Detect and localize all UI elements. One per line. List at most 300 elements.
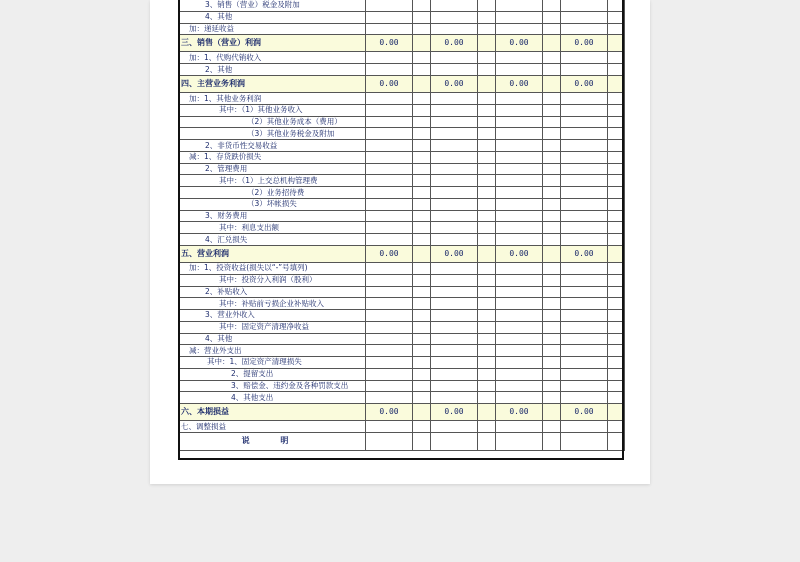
value-cell[interactable] [561, 380, 608, 392]
value-cell[interactable] [366, 286, 413, 298]
spacer-cell[interactable] [413, 140, 431, 152]
row-label[interactable]: 五、营业利润 [179, 245, 366, 262]
value-cell[interactable] [366, 222, 413, 234]
spacer-cell[interactable] [543, 263, 561, 275]
value-cell[interactable] [366, 0, 413, 11]
value-cell[interactable] [366, 104, 413, 116]
value-cell[interactable]: 0.00 [561, 245, 608, 262]
row-label[interactable]: 3、赔偿金、违约金及各种罚款支出 [179, 380, 366, 392]
value-cell[interactable] [431, 286, 478, 298]
value-cell[interactable] [366, 421, 413, 433]
value-cell[interactable] [366, 11, 413, 23]
value-cell[interactable] [431, 11, 478, 23]
spacer-cell[interactable] [413, 380, 431, 392]
row-label[interactable]: 其中：固定资产清理净收益 [179, 321, 366, 333]
value-cell[interactable] [561, 433, 608, 451]
spacer-cell[interactable] [608, 286, 625, 298]
spacer-cell[interactable] [608, 104, 625, 116]
value-cell[interactable] [561, 0, 608, 11]
value-cell[interactable] [496, 198, 543, 210]
spacer-cell[interactable] [413, 368, 431, 380]
value-cell[interactable] [561, 163, 608, 175]
spacer-cell[interactable] [543, 0, 561, 11]
spacer-cell[interactable] [543, 310, 561, 322]
row-label[interactable]: 4、其他支出 [179, 392, 366, 404]
spacer-cell[interactable] [543, 345, 561, 357]
value-cell[interactable] [496, 93, 543, 105]
value-cell[interactable] [366, 433, 413, 451]
spacer-cell[interactable] [413, 321, 431, 333]
value-cell[interactable] [366, 210, 413, 222]
spacer-cell[interactable] [608, 75, 625, 92]
value-cell[interactable]: 0.00 [496, 404, 543, 421]
spacer-cell[interactable] [413, 187, 431, 199]
spacer-cell[interactable] [543, 64, 561, 76]
value-cell[interactable] [431, 357, 478, 369]
spacer-cell[interactable] [413, 116, 431, 128]
value-cell[interactable] [496, 116, 543, 128]
spacer-cell[interactable] [543, 11, 561, 23]
row-label[interactable]: 2、非货币性交易收益 [179, 140, 366, 152]
spacer-cell[interactable] [543, 357, 561, 369]
value-cell[interactable]: 0.00 [561, 75, 608, 92]
value-cell[interactable] [561, 345, 608, 357]
spacer-cell[interactable] [478, 321, 496, 333]
value-cell[interactable] [431, 0, 478, 11]
row-label[interactable]: 其中：补贴前亏损企业补贴收入 [179, 298, 366, 310]
row-label[interactable]: 3、销售（营业）税金及附加 [179, 0, 366, 11]
spacer-cell[interactable] [413, 245, 431, 262]
spacer-cell[interactable] [478, 187, 496, 199]
value-cell[interactable] [561, 298, 608, 310]
spacer-cell[interactable] [413, 286, 431, 298]
row-label[interactable]: 四、主营业务利润 [179, 75, 366, 92]
spacer-cell[interactable] [543, 333, 561, 345]
value-cell[interactable] [496, 392, 543, 404]
value-cell[interactable] [496, 128, 543, 140]
spacer-cell[interactable] [413, 404, 431, 421]
spacer-cell[interactable] [478, 210, 496, 222]
spacer-cell[interactable] [543, 274, 561, 286]
spacer-cell[interactable] [478, 404, 496, 421]
spacer-cell[interactable] [543, 140, 561, 152]
spacer-cell[interactable] [543, 128, 561, 140]
spacer-cell[interactable] [478, 421, 496, 433]
spacer-cell[interactable] [608, 404, 625, 421]
spacer-cell[interactable] [608, 0, 625, 11]
value-cell[interactable] [366, 321, 413, 333]
value-cell[interactable] [366, 23, 413, 35]
value-cell[interactable] [496, 23, 543, 35]
value-cell[interactable] [561, 333, 608, 345]
spacer-cell[interactable] [608, 151, 625, 163]
value-cell[interactable] [561, 198, 608, 210]
spacer-cell[interactable] [478, 198, 496, 210]
spacer-cell[interactable] [543, 187, 561, 199]
spacer-cell[interactable] [543, 321, 561, 333]
spacer-cell[interactable] [413, 222, 431, 234]
row-label[interactable]: 其中：（1）上交总机构管理费 [179, 175, 366, 187]
spacer-cell[interactable] [608, 11, 625, 23]
value-cell[interactable] [496, 64, 543, 76]
spacer-cell[interactable] [543, 234, 561, 246]
spacer-cell[interactable] [413, 210, 431, 222]
spacer-cell[interactable] [413, 234, 431, 246]
value-cell[interactable] [431, 263, 478, 275]
spacer-cell[interactable] [413, 0, 431, 11]
spacer-cell[interactable] [608, 263, 625, 275]
value-cell[interactable] [431, 368, 478, 380]
spacer-cell[interactable] [608, 187, 625, 199]
value-cell[interactable] [366, 198, 413, 210]
spacer-cell[interactable] [478, 263, 496, 275]
value-cell[interactable] [366, 175, 413, 187]
spacer-cell[interactable] [543, 52, 561, 64]
spacer-cell[interactable] [608, 163, 625, 175]
spacer-cell[interactable] [608, 380, 625, 392]
spacer-cell[interactable] [608, 116, 625, 128]
row-label[interactable]: 加：1、代购代销收入 [179, 52, 366, 64]
spacer-cell[interactable] [608, 175, 625, 187]
spacer-cell[interactable] [543, 175, 561, 187]
value-cell[interactable] [496, 104, 543, 116]
spacer-cell[interactable] [608, 210, 625, 222]
value-cell[interactable] [496, 210, 543, 222]
value-cell[interactable] [431, 64, 478, 76]
spacer-cell[interactable] [478, 52, 496, 64]
value-cell[interactable] [431, 380, 478, 392]
spacer-cell[interactable] [413, 23, 431, 35]
value-cell[interactable] [366, 163, 413, 175]
spacer-cell[interactable] [543, 35, 561, 52]
spacer-cell[interactable] [543, 116, 561, 128]
value-cell[interactable] [366, 380, 413, 392]
row-label[interactable]: 加：1、其他业务利润 [179, 93, 366, 105]
value-cell[interactable]: 0.00 [431, 404, 478, 421]
value-cell[interactable] [496, 163, 543, 175]
spacer-cell[interactable] [478, 104, 496, 116]
value-cell[interactable] [496, 0, 543, 11]
value-cell[interactable] [366, 151, 413, 163]
spacer-cell[interactable] [608, 23, 625, 35]
spacer-cell[interactable] [608, 234, 625, 246]
value-cell[interactable] [366, 64, 413, 76]
value-cell[interactable] [431, 234, 478, 246]
row-label[interactable]: （2）业务招待费 [179, 187, 366, 199]
spacer-cell[interactable] [608, 310, 625, 322]
value-cell[interactable] [366, 368, 413, 380]
spacer-cell[interactable] [478, 64, 496, 76]
value-cell[interactable]: 0.00 [431, 75, 478, 92]
spacer-cell[interactable] [543, 392, 561, 404]
value-cell[interactable] [561, 104, 608, 116]
spacer-cell[interactable] [608, 64, 625, 76]
value-cell[interactable] [366, 298, 413, 310]
value-cell[interactable] [366, 116, 413, 128]
spacer-cell[interactable] [608, 345, 625, 357]
spacer-cell[interactable] [543, 93, 561, 105]
spacer-cell[interactable] [413, 93, 431, 105]
spacer-cell[interactable] [543, 210, 561, 222]
row-label[interactable]: 其中：利息支出额 [179, 222, 366, 234]
value-cell[interactable] [496, 151, 543, 163]
spacer-cell[interactable] [608, 274, 625, 286]
spacer-cell[interactable] [608, 128, 625, 140]
value-cell[interactable] [561, 128, 608, 140]
value-cell[interactable] [431, 140, 478, 152]
spacer-cell[interactable] [478, 0, 496, 11]
spacer-cell[interactable] [478, 345, 496, 357]
row-label[interactable]: 减：营业外支出 [179, 345, 366, 357]
spacer-cell[interactable] [608, 321, 625, 333]
spacer-cell[interactable] [478, 11, 496, 23]
spacer-cell[interactable] [413, 345, 431, 357]
value-cell[interactable] [431, 52, 478, 64]
value-cell[interactable]: 0.00 [496, 35, 543, 52]
row-label[interactable]: 其中：（1）其他业务收入 [179, 104, 366, 116]
value-cell[interactable] [366, 93, 413, 105]
spacer-cell[interactable] [608, 140, 625, 152]
row-label[interactable]: 2、管理费用 [179, 163, 366, 175]
value-cell[interactable] [431, 310, 478, 322]
spacer-cell[interactable] [478, 333, 496, 345]
row-label[interactable]: 其中：1、固定资产清理损失 [179, 357, 366, 369]
spacer-cell[interactable] [478, 175, 496, 187]
value-cell[interactable] [496, 222, 543, 234]
value-cell[interactable] [496, 345, 543, 357]
value-cell[interactable] [561, 64, 608, 76]
value-cell[interactable] [496, 52, 543, 64]
spacer-cell[interactable] [478, 286, 496, 298]
row-label[interactable]: 2、其他 [179, 64, 366, 76]
row-label[interactable]: 4、汇兑损失 [179, 234, 366, 246]
spacer-cell[interactable] [608, 52, 625, 64]
value-cell[interactable] [431, 345, 478, 357]
value-cell[interactable] [561, 52, 608, 64]
spacer-cell[interactable] [478, 93, 496, 105]
spacer-cell[interactable] [413, 52, 431, 64]
value-cell[interactable] [431, 175, 478, 187]
value-cell[interactable] [496, 187, 543, 199]
row-label[interactable]: （3）其他业务税金及附加 [179, 128, 366, 140]
value-cell[interactable] [366, 128, 413, 140]
row-label[interactable]: 七、调整损益 [179, 421, 366, 433]
value-cell[interactable] [496, 310, 543, 322]
spacer-cell[interactable] [413, 433, 431, 451]
spacer-cell[interactable] [413, 198, 431, 210]
spacer-cell[interactable] [413, 104, 431, 116]
value-cell[interactable] [431, 198, 478, 210]
value-cell[interactable]: 0.00 [561, 35, 608, 52]
spacer-cell[interactable] [413, 392, 431, 404]
spacer-cell[interactable] [608, 333, 625, 345]
row-label[interactable]: 加：1、投资收益(损失以“-”号填列) [179, 263, 366, 275]
spacer-cell[interactable] [413, 421, 431, 433]
spacer-cell[interactable] [608, 93, 625, 105]
spacer-cell[interactable] [478, 298, 496, 310]
spacer-cell[interactable] [478, 163, 496, 175]
value-cell[interactable] [561, 286, 608, 298]
row-label[interactable]: 4、其他 [179, 333, 366, 345]
spacer-cell[interactable] [413, 151, 431, 163]
value-cell[interactable] [366, 187, 413, 199]
value-cell[interactable] [431, 274, 478, 286]
spacer-cell[interactable] [478, 392, 496, 404]
spacer-cell[interactable] [608, 198, 625, 210]
value-cell[interactable] [561, 222, 608, 234]
value-cell[interactable] [431, 222, 478, 234]
spacer-cell[interactable] [413, 11, 431, 23]
spacer-cell[interactable] [608, 392, 625, 404]
spacer-cell[interactable] [608, 433, 625, 451]
value-cell[interactable] [561, 210, 608, 222]
row-label[interactable]: 三、销售（营业）利润 [179, 35, 366, 52]
value-cell[interactable] [431, 23, 478, 35]
value-cell[interactable] [496, 140, 543, 152]
spacer-cell[interactable] [543, 104, 561, 116]
spacer-cell[interactable] [543, 380, 561, 392]
value-cell[interactable]: 0.00 [561, 404, 608, 421]
spacer-cell[interactable] [543, 222, 561, 234]
value-cell[interactable] [496, 368, 543, 380]
spacer-cell[interactable] [543, 151, 561, 163]
value-cell[interactable] [561, 175, 608, 187]
value-cell[interactable] [561, 116, 608, 128]
spacer-cell[interactable] [608, 421, 625, 433]
value-cell[interactable] [561, 151, 608, 163]
row-label[interactable]: 六、本期损益 [179, 404, 366, 421]
value-cell[interactable] [431, 93, 478, 105]
value-cell[interactable] [431, 298, 478, 310]
value-cell[interactable]: 0.00 [366, 35, 413, 52]
spacer-cell[interactable] [413, 35, 431, 52]
value-cell[interactable]: 0.00 [496, 245, 543, 262]
value-cell[interactable] [496, 175, 543, 187]
row-label[interactable]: 3、财务费用 [179, 210, 366, 222]
spacer-cell[interactable] [478, 151, 496, 163]
value-cell[interactable] [431, 321, 478, 333]
value-cell[interactable] [431, 210, 478, 222]
value-cell[interactable] [496, 234, 543, 246]
row-label[interactable]: 其中：投资分入利润（股利） [179, 274, 366, 286]
value-cell[interactable] [496, 433, 543, 451]
spacer-cell[interactable] [543, 198, 561, 210]
spacer-cell[interactable] [478, 128, 496, 140]
value-cell[interactable] [366, 263, 413, 275]
spacer-cell[interactable] [478, 140, 496, 152]
spacer-cell[interactable] [478, 368, 496, 380]
spacer-cell[interactable] [478, 75, 496, 92]
value-cell[interactable] [366, 392, 413, 404]
value-cell[interactable] [561, 23, 608, 35]
value-cell[interactable] [561, 357, 608, 369]
spacer-cell[interactable] [608, 357, 625, 369]
value-cell[interactable] [431, 128, 478, 140]
spacer-cell[interactable] [413, 163, 431, 175]
spacer-cell[interactable] [608, 368, 625, 380]
spacer-cell[interactable] [543, 421, 561, 433]
spacer-cell[interactable] [413, 263, 431, 275]
value-cell[interactable] [366, 345, 413, 357]
value-cell[interactable] [366, 52, 413, 64]
spacer-cell[interactable] [543, 245, 561, 262]
value-cell[interactable] [431, 333, 478, 345]
spacer-cell[interactable] [478, 433, 496, 451]
spacer-cell[interactable] [543, 368, 561, 380]
value-cell[interactable] [431, 104, 478, 116]
spacer-cell[interactable] [608, 245, 625, 262]
value-cell[interactable] [431, 392, 478, 404]
row-label[interactable]: （3）坏帐损失 [179, 198, 366, 210]
value-cell[interactable] [561, 310, 608, 322]
spacer-cell[interactable] [478, 222, 496, 234]
spacer-cell[interactable] [543, 163, 561, 175]
value-cell[interactable] [496, 380, 543, 392]
value-cell[interactable] [561, 140, 608, 152]
spacer-cell[interactable] [478, 357, 496, 369]
value-cell[interactable] [366, 140, 413, 152]
value-cell[interactable] [431, 151, 478, 163]
value-cell[interactable] [496, 421, 543, 433]
row-label[interactable]: 减：1、存货跌价损失 [179, 151, 366, 163]
spacer-cell[interactable] [413, 357, 431, 369]
row-label[interactable]: 4、其他 [179, 11, 366, 23]
value-cell[interactable] [431, 116, 478, 128]
spacer-cell[interactable] [413, 75, 431, 92]
value-cell[interactable]: 0.00 [431, 35, 478, 52]
value-cell[interactable] [561, 234, 608, 246]
value-cell[interactable] [561, 187, 608, 199]
spacer-cell[interactable] [478, 310, 496, 322]
value-cell[interactable] [561, 263, 608, 275]
value-cell[interactable] [496, 333, 543, 345]
spacer-cell[interactable] [478, 274, 496, 286]
row-label[interactable]: 加：递延收益 [179, 23, 366, 35]
value-cell[interactable] [431, 421, 478, 433]
spacer-cell[interactable] [608, 298, 625, 310]
value-cell[interactable] [366, 333, 413, 345]
spacer-cell[interactable] [478, 245, 496, 262]
value-cell[interactable] [561, 11, 608, 23]
spacer-cell[interactable] [413, 274, 431, 286]
spacer-cell[interactable] [543, 75, 561, 92]
value-cell[interactable] [496, 263, 543, 275]
value-cell[interactable] [496, 321, 543, 333]
spacer-cell[interactable] [413, 333, 431, 345]
spacer-cell[interactable] [413, 64, 431, 76]
spacer-cell[interactable] [478, 35, 496, 52]
value-cell[interactable] [366, 310, 413, 322]
spacer-cell[interactable] [478, 234, 496, 246]
spacer-cell[interactable] [413, 175, 431, 187]
spacer-cell[interactable] [478, 116, 496, 128]
value-cell[interactable] [366, 234, 413, 246]
spacer-cell[interactable] [478, 380, 496, 392]
value-cell[interactable] [561, 368, 608, 380]
row-label[interactable]: 说 明 [179, 433, 366, 451]
spacer-cell[interactable] [543, 404, 561, 421]
spacer-cell[interactable] [543, 433, 561, 451]
value-cell[interactable] [561, 421, 608, 433]
row-label[interactable]: 2、提留支出 [179, 368, 366, 380]
spacer-cell[interactable] [413, 298, 431, 310]
value-cell[interactable]: 0.00 [366, 404, 413, 421]
row-label[interactable]: （2）其他业务成本（费用） [179, 116, 366, 128]
spacer-cell[interactable] [608, 35, 625, 52]
value-cell[interactable] [496, 357, 543, 369]
spacer-cell[interactable] [413, 310, 431, 322]
value-cell[interactable] [366, 357, 413, 369]
